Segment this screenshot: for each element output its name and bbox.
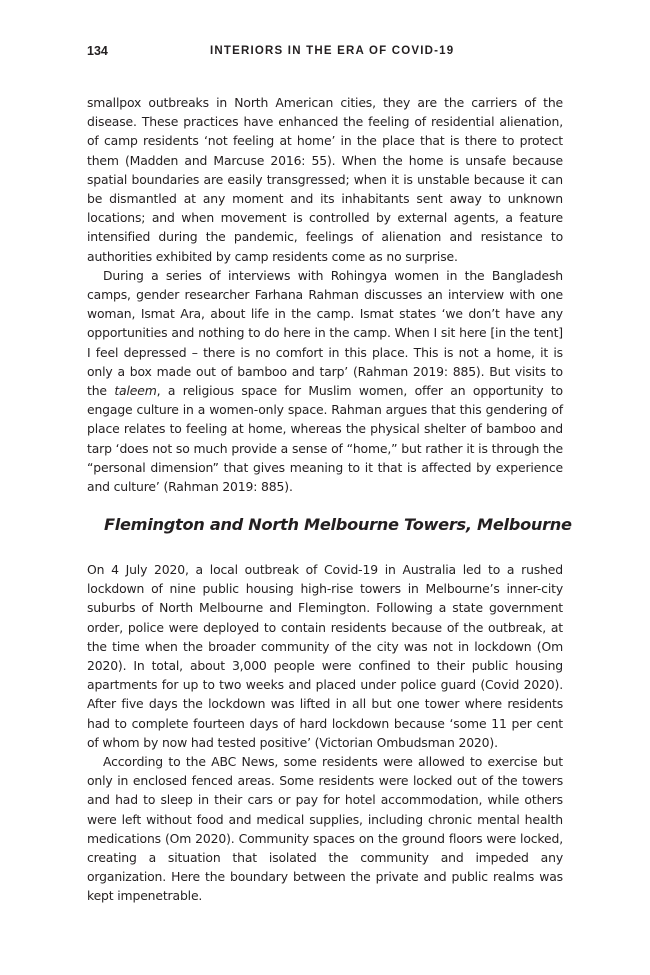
paragraph-2 [87, 266, 563, 496]
paragraph-1: smallpox outbreaks in North American cities, they are the carriers of the disease. These practices have enhanced the feeling of residential alienation, of camp residents ‘not feeling at home’ in the place that is there to protect them (Madden and Marcuse 2016: 55). When the home is unsafe because spatial boundaries are easily transgressed; when it is unstable because it can be dismantled at any moment and its inhabitants sent away to unknown locations; and when movement is controlled by external agents, a feature intensified during the pandemic, feelings of alienation and resistance to authorities exhibited by camp residents come as no surprise. [87, 95, 563, 264]
paragraph-2-text-b: , a religious space for Muslim women, offer an opportunity to engage culture in a women-only space. Rahman argues that this gendering of place relates to feeling at home, whereas the physical shelter of bamboo and tarp ‘does not so much provide a sense of “home,” but rather it is through the “personal dimension” that gives meaning to it that is affected by experience and culture’ (Rahman 2019: 885). [87, 383, 563, 495]
body-text-bottom [87, 560, 563, 906]
paragraph-4: According to the ABC News, some residents were allowed to exercise but only in enclosed fenced areas. Some residents were locked out of the towers and had to sleep in their cars or pay for hotel accommodation, while others were left without food and medical supplies, including chronic mental health medications (Om 2020). Community spaces on the ground floors were locked, creating a situation that isolated the community and impeded any organization. Here the boundary between the private and public realms was kept impenetrable. [87, 754, 563, 904]
running-head [87, 44, 563, 64]
paragraph-3: On 4 July 2020, a local outbreak of Covid-19 in Australia led to a rushed lockdown of nine public housing high-rise towers in Melbourne’s inner-city suburbs of North Melbourne and Flemington. Following a state government order, police were deployed to contain residents because of the outbreak, at the time when the broader community of the city was not in lockdown (Om 2020). In total, about 3,000 people were confined to their public housing apartments for up to two weeks and placed under police guard (Covid 2020). After five days the lockdown was lifted in all but one tower where residents had to complete fourteen days of hard lockdown because ‘some 11 per cent of whom by now had tested positive’ (Victorian Ombudsman 2020). [87, 562, 563, 750]
paragraph-2-text-a: During a series of interviews with Rohingya women in the Bangladesh camps, gender researcher Farhana Rahman discusses an interview with one woman, Ismat Ara, about life in the camp. Ismat states ‘we don’t have any opportunities and nothing to do here in the camp. When I sit here [in the tent] I feel depressed – there is no comfort in this place. This is not a home, it is only a box made out of bamboo and tarp’ (Rahman 2019: 885). But visits to the [87, 267, 563, 399]
running-title: INTERIORS IN THE ERA OF COVID-19 [210, 45, 455, 57]
section-heading: Flemington and North Melbourne Towers, Melbourne [104, 515, 572, 534]
page-number: 134 [87, 44, 108, 58]
paragraph-2-italic-term: taleem [114, 383, 157, 399]
body-text-top [87, 93, 563, 496]
